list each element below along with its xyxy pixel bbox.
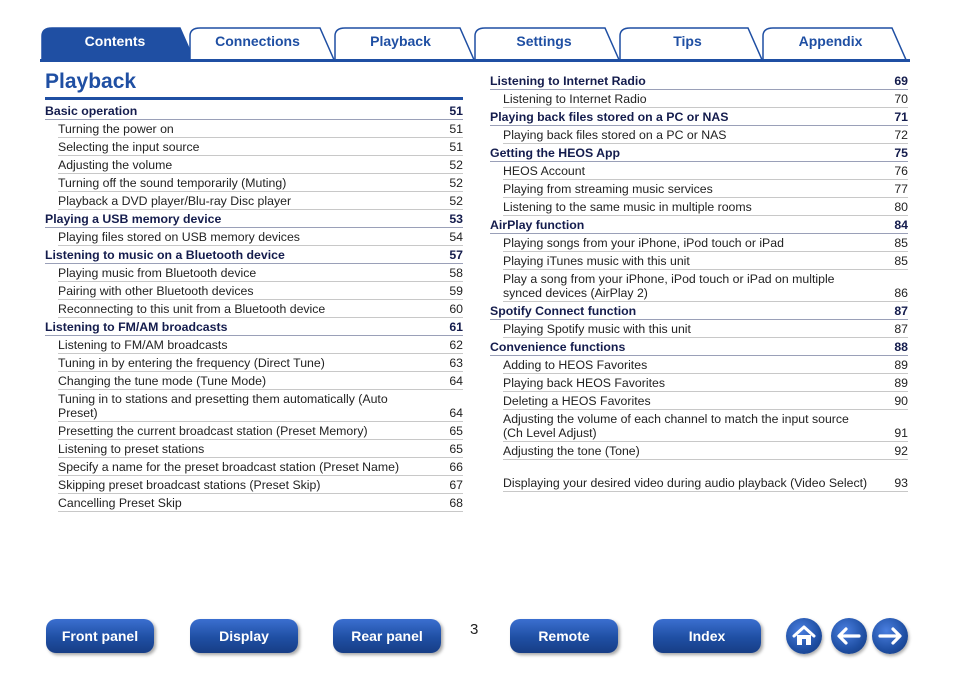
- tab-playback[interactable]: Playback: [370, 33, 431, 49]
- toc-entry-label: Listening to FM/AM broadcasts: [45, 320, 228, 334]
- toc-entry-label: Tuning in by entering the frequency (Direct Tune): [58, 356, 325, 370]
- toc-entry-row[interactable]: [503, 252, 908, 270]
- arrow-right-icon: [872, 618, 908, 654]
- toc-page-number: 70: [894, 92, 908, 106]
- toc-page-number: 51: [449, 140, 463, 154]
- toc-entry-row[interactable]: [58, 372, 463, 390]
- toc-page-number: 75: [894, 146, 908, 160]
- forward-button[interactable]: [872, 618, 908, 654]
- tab-settings[interactable]: Settings: [516, 33, 572, 49]
- toc-page-number: 54: [449, 230, 463, 244]
- toc-entry-row[interactable]: [503, 162, 908, 180]
- tab-bar: [40, 26, 910, 62]
- toc-entry-row[interactable]: [58, 458, 463, 476]
- toc-entry-row[interactable]: [503, 320, 908, 338]
- toc-entry-label: Playing songs from your iPhone, iPod touch or iPad: [503, 236, 784, 250]
- toc-entry-label: Playback a DVD player/Blu-ray Disc player: [58, 194, 292, 208]
- toc-entry-label: Playing files stored on USB memory devices: [58, 230, 300, 244]
- toc-entry-label: Playing iTunes music with this unit: [503, 254, 690, 268]
- toc-section-row[interactable]: [45, 102, 463, 120]
- toc-entry-row[interactable]: [503, 234, 908, 252]
- toc-entry-row[interactable]: [58, 174, 463, 192]
- toc-entry-label: Adjusting the tone (Tone): [503, 444, 640, 458]
- toc-entry-row[interactable]: [58, 156, 463, 174]
- toc-entry-label: Playing Spotify music with this unit: [503, 322, 691, 336]
- toc-page-number: 63: [449, 356, 463, 370]
- tab-tips[interactable]: Tips: [673, 33, 702, 49]
- tab-connections[interactable]: Connections: [215, 33, 300, 49]
- toc-entry-label: Playing a USB memory device: [45, 212, 222, 226]
- back-button[interactable]: [831, 618, 867, 654]
- toc-page-number: 85: [894, 254, 908, 268]
- home-icon: [786, 618, 822, 654]
- toc-page-number: 51: [449, 122, 463, 136]
- toc-page-number: 85: [894, 236, 908, 250]
- toc-entry-label: Selecting the input source: [58, 140, 200, 154]
- toc-page-number: 80: [894, 200, 908, 214]
- toc-page-number: 64: [449, 374, 463, 388]
- toc-entry-row[interactable]: [58, 228, 463, 246]
- toc-page-number: 67: [449, 478, 463, 492]
- toc-page-number: 51: [449, 104, 463, 118]
- toc-page-number: 65: [449, 424, 463, 438]
- toc-entry-label: Listening to preset stations: [58, 442, 205, 456]
- toc-entry-row[interactable]: [58, 440, 463, 458]
- toc-entry-label: Pairing with other Bluetooth devices: [58, 284, 254, 298]
- toc-entry-row[interactable]: [58, 192, 463, 210]
- toc-page-number: 66: [449, 460, 463, 474]
- toc-entry-label: Reconnecting to this unit from a Bluetooth device: [58, 302, 326, 316]
- toc-entry-label: Presetting the current broadcast station (Preset Memory): [58, 424, 368, 438]
- toc-entry-row[interactable]: [503, 90, 908, 108]
- toc-entry-row[interactable]: [503, 374, 908, 392]
- toc-section-row[interactable]: [490, 302, 908, 320]
- toc-page-number: 72: [894, 128, 908, 142]
- toc-entry-label: Listening to music on a Bluetooth device: [45, 248, 285, 262]
- toc-entry-row[interactable]: [58, 476, 463, 494]
- toc-entry-label: Adjusting the volume: [58, 158, 173, 172]
- toc-entry-label: Deleting a HEOS Favorites: [503, 394, 651, 408]
- page-number: 3: [470, 621, 479, 638]
- toc-page-number: 77: [894, 182, 908, 196]
- toc-page-number: 52: [449, 158, 463, 172]
- toc-page-number: 69: [894, 74, 908, 88]
- remote-button[interactable]: Remote: [510, 619, 618, 653]
- toc-entry-row[interactable]: [503, 126, 908, 144]
- toc-entry-label: Playing from streaming music services: [503, 182, 713, 196]
- toc-page-number: 84: [894, 218, 908, 232]
- toc-section-row[interactable]: [490, 108, 908, 126]
- toc-entry-label: Adjusting the volume of each channel to match the input source (Ch Level Adjust): [503, 412, 849, 440]
- toc-page-number: 64: [449, 406, 463, 420]
- toc-page-number: 87: [894, 322, 908, 336]
- tab-appendix[interactable]: Appendix: [798, 33, 863, 49]
- rear-panel-button[interactable]: Rear panel: [333, 619, 441, 653]
- toc-page-number: 68: [449, 496, 463, 510]
- toc-entry-label: Play a song from your iPhone, iPod touch or iPad on multiple synced devices (AirPlay 2): [503, 272, 835, 300]
- toc-page-number: 90: [894, 394, 908, 408]
- toc-page-number: 87: [894, 304, 908, 318]
- toc-entry-row[interactable]: [58, 390, 463, 422]
- toc-entry-label: Listening to Internet Radio: [490, 74, 646, 88]
- toc-page-number: 91: [894, 426, 908, 440]
- toc-page-number: 52: [449, 176, 463, 190]
- toc-section-row[interactable]: [490, 338, 908, 356]
- toc-section-row[interactable]: [490, 144, 908, 162]
- toc-page-number: 60: [449, 302, 463, 316]
- toc-entry-row[interactable]: [503, 270, 908, 302]
- toc-entry-row[interactable]: [503, 356, 908, 374]
- toc-entry-label: Displaying your desired video during audio playback (Video Select): [503, 476, 868, 490]
- toc-section-row[interactable]: [45, 246, 463, 264]
- toc-entry-label: Turning off the sound temporarily (Muting): [58, 176, 287, 190]
- toc-right-column: [490, 72, 908, 492]
- page-title: Playback: [45, 70, 137, 93]
- index-button[interactable]: Index: [653, 619, 761, 653]
- toc-entry-label: Specify a name for the preset broadcast station (Preset Name): [58, 460, 400, 474]
- toc-entry-row[interactable]: [58, 354, 463, 372]
- arrow-left-icon: [831, 618, 867, 654]
- toc-entry-row[interactable]: [58, 300, 463, 318]
- toc-page-number: 53: [449, 212, 463, 226]
- toc-entry-label: AirPlay function: [490, 218, 585, 232]
- toc-entry-label: Getting the HEOS App: [490, 146, 621, 160]
- toc-page-number: 57: [449, 248, 463, 262]
- toc-page-number: 65: [449, 442, 463, 456]
- toc-page-number: 92: [894, 444, 908, 458]
- toc-page-number: 62: [449, 338, 463, 352]
- toc-page-number: 52: [449, 194, 463, 208]
- toc-entry-row[interactable]: [58, 336, 463, 354]
- toc-page-number: 71: [894, 110, 908, 124]
- toc-entry-row[interactable]: [58, 422, 463, 440]
- toc-section-row[interactable]: [490, 72, 908, 90]
- toc-entry-row[interactable]: [503, 180, 908, 198]
- toc-entry-label: Basic operation: [45, 104, 138, 118]
- toc-section-row[interactable]: [490, 216, 908, 234]
- toc-section-row[interactable]: [45, 210, 463, 228]
- toc-left-column: [45, 102, 463, 512]
- toc-entry-label: Playing back files stored on a PC or NAS: [503, 128, 727, 142]
- display-button[interactable]: Display: [190, 619, 298, 653]
- toc-entry-label: Listening to FM/AM broadcasts: [58, 338, 228, 352]
- toc-entry-row[interactable]: [58, 120, 463, 138]
- toc-entry-row[interactable]: [58, 264, 463, 282]
- toc-page-number: 89: [894, 376, 908, 390]
- toc-entry-row[interactable]: [503, 198, 908, 216]
- toc-entry-label: Playing back files stored on a PC or NAS: [490, 110, 729, 124]
- toc-entry-label: Turning the power on: [58, 122, 174, 136]
- toc-entry-label: Spotify Connect function: [490, 304, 637, 318]
- home-button[interactable]: [786, 618, 822, 654]
- toc-entry-row[interactable]: [503, 460, 908, 492]
- toc-entry-row[interactable]: [503, 442, 908, 460]
- toc-entry-row[interactable]: [58, 282, 463, 300]
- toc-entry-label: Convenience functions: [490, 340, 626, 354]
- front-panel-button[interactable]: Front panel: [46, 619, 154, 653]
- toc-page-number: 59: [449, 284, 463, 298]
- toc-entry-label: Adding to HEOS Favorites: [503, 358, 648, 372]
- toc-entry-label: Listening to the same music in multiple rooms: [503, 200, 752, 214]
- tab-contents[interactable]: Contents: [84, 33, 146, 49]
- toc-entry-row[interactable]: [503, 392, 908, 410]
- toc-page-number: 93: [894, 476, 908, 490]
- toc-entry-label: Cancelling Preset Skip: [58, 496, 182, 510]
- toc-page-number: 76: [894, 164, 908, 178]
- toc-page-number: 88: [894, 340, 908, 354]
- toc-entry-label: HEOS Account: [503, 164, 586, 178]
- toc-entry-label: Listening to Internet Radio: [503, 92, 647, 106]
- toc-section-row[interactable]: [45, 318, 463, 336]
- title-rule: [45, 97, 463, 100]
- toc-entry-label: Playing music from Bluetooth device: [58, 266, 257, 280]
- toc-entry-row[interactable]: [58, 494, 463, 512]
- toc-page-number: 61: [449, 320, 463, 334]
- toc-entry-label: Skipping preset broadcast stations (Preset Skip): [58, 478, 321, 492]
- toc-page-number: 58: [449, 266, 463, 280]
- toc-entry-row[interactable]: [58, 138, 463, 156]
- toc-page-number: 89: [894, 358, 908, 372]
- toc-entry-label: Changing the tune mode (Tune Mode): [58, 374, 267, 388]
- toc-entry-label: Tuning in to stations and presetting them automatically (Auto Preset): [58, 392, 388, 420]
- toc-entry-label: Playing back HEOS Favorites: [503, 376, 665, 390]
- toc-page-number: 86: [894, 286, 908, 300]
- tab-underline: [40, 59, 910, 62]
- toc-entry-row[interactable]: [503, 410, 908, 442]
